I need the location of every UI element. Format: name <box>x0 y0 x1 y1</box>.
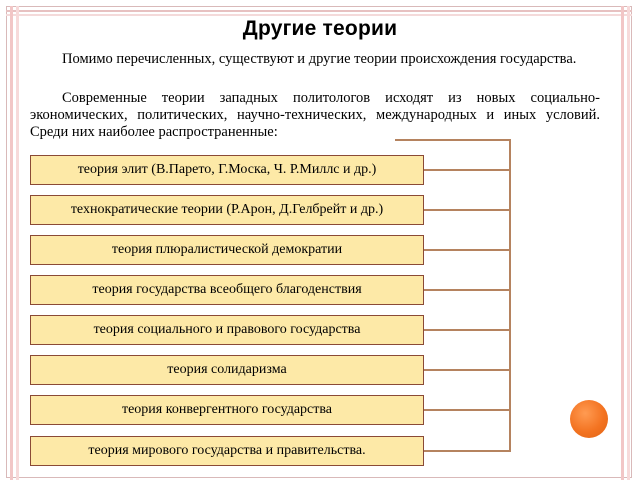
theory-box-pluralist-democracy: теория плюралистической демократии <box>30 235 424 265</box>
bracket-connector <box>424 409 510 411</box>
theory-box-elites: теория элит (В.Парето, Г.Моска, Ч. Р.Миллс и др.) <box>30 155 424 185</box>
frame-right-stripe-inner <box>621 6 624 480</box>
bracket-connector <box>424 209 510 211</box>
frame-left-stripe <box>10 6 13 480</box>
theory-box-world-state: теория мирового государства и правительства. <box>30 436 424 466</box>
bracket-top-line <box>395 139 511 141</box>
theory-box-technocratic: технократические теории (Р.Арон, Д.Гелбрейт и др.) <box>30 195 424 225</box>
theory-box-convergent-state: теория конвергентного государства <box>30 395 424 425</box>
frame-left-stripe-inner <box>16 6 19 480</box>
frame-top-line <box>6 10 632 12</box>
frame-top-line-inner <box>6 14 632 16</box>
bracket-connector <box>424 329 510 331</box>
theory-box-solidarism: теория солидаризма <box>30 355 424 385</box>
orange-circle-decoration <box>570 400 608 438</box>
bracket-connector <box>424 450 510 452</box>
bracket-connector <box>424 369 510 371</box>
intro-paragraph: Помимо перечисленных, существуют и другие теории происхождения государства. <box>62 51 577 67</box>
bracket-connector <box>424 289 510 291</box>
theory-box-social-legal-state: теория социального и правового государства <box>30 315 424 345</box>
bracket-connector <box>424 169 510 171</box>
modern-theories-paragraph: Современные теории западных политологов исходят из новых социально-экономических, политических, научно-технических, международных и иных условий. Среди них наиболее распространенные: <box>30 90 600 140</box>
bracket-connector <box>424 249 510 251</box>
frame-right-stripe <box>627 6 630 480</box>
theory-box-welfare-state: теория государства всеобщего благоденствия <box>30 275 424 305</box>
bracket-vertical-line <box>509 139 511 452</box>
slide-title: Другие теории <box>242 17 398 40</box>
